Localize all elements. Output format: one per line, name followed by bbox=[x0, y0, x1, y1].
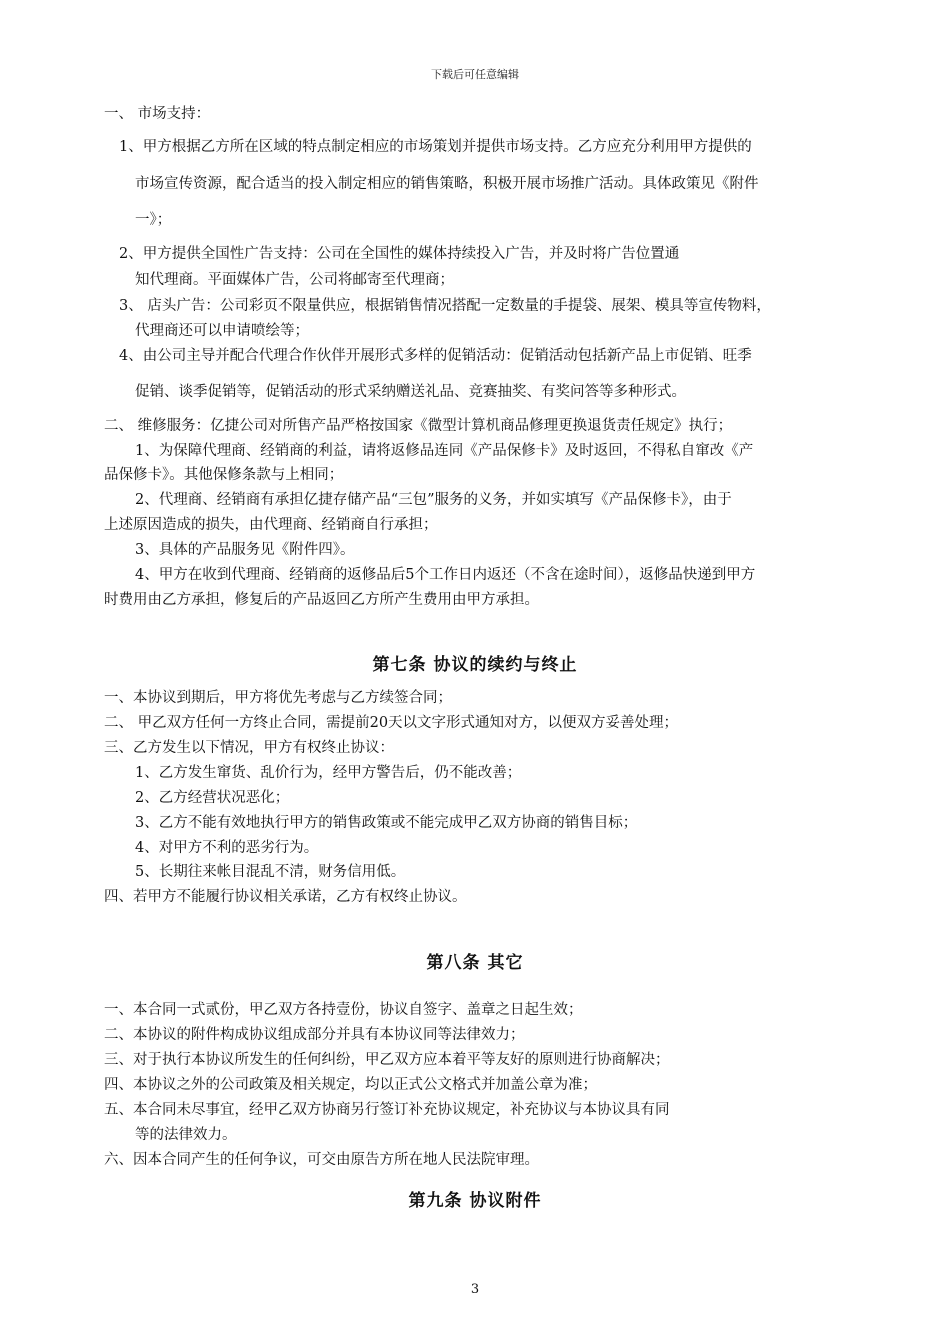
text-line: 五、本合同未尽事宜，经甲乙双方协商另行签订补充协议规定，补充协议与本协议具有同 bbox=[104, 1102, 670, 1118]
text-line: 3、 店头广告：公司彩页不限量供应，根据销售情况搭配一定数量的手提袋、展架、模具等宣传物料， bbox=[119, 298, 771, 314]
text-line: 3、乙方不能有效地执行甲方的销售政策或不能完成甲乙双方协商的销售目标； bbox=[135, 815, 638, 831]
text-line: 1、甲方根据乙方所在区域的特点制定相应的市场策划并提供市场支持。乙方应充分利用甲方提供的 bbox=[119, 139, 752, 155]
text-line: 二、 甲乙双方任何一方终止合同，需提前20天以文字形式通知对方，以便双方妥善处理； bbox=[104, 715, 679, 731]
text-line: 一、本合同一式贰份，甲乙双方各持壹份，协议自签字、盖章之日起生效； bbox=[104, 1002, 583, 1018]
text-line: 品保修卡》。其他保修条款与上相同； bbox=[104, 467, 344, 483]
text-line: 六、因本合同产生的任何争议，可交由原告方所在地人民法院审理。 bbox=[104, 1152, 539, 1168]
text-line: 等的法律效力。 bbox=[135, 1127, 237, 1143]
text-line: 一》； bbox=[135, 212, 172, 228]
text-line: 一、本协议到期后，甲方将优先考虑与乙方续签合同； bbox=[104, 690, 452, 706]
text-line: 1、为保障代理商、经销商的利益，请将返修品连同《产品保修卡》及时返回，不得私自窜改《产 bbox=[135, 443, 754, 459]
text-line: 4、甲方在收到代理商、经销商的返修品后5个工作日内返还（不含在途时间），返修品快递到甲方 bbox=[135, 567, 756, 583]
section-title: 第八条 其它 bbox=[426, 953, 524, 973]
text-line: 二、 维修服务：亿捷公司对所售产品严格按国家《微型计算机商品修理更换退货责任规定》执行； bbox=[104, 418, 733, 434]
text-line: 1、乙方发生窜货、乱价行为，经甲方警告后，仍不能改善； bbox=[135, 765, 522, 781]
text-line: 一、 市场支持： bbox=[104, 106, 211, 122]
page-number: 3 bbox=[470, 1282, 480, 1297]
text-line: 上述原因造成的损失，由代理商、经销商自行承担； bbox=[104, 517, 438, 533]
text-line: 2、代理商、经销商有承担亿捷存储产品“三包”服务的义务，并如实填写《产品保修卡》，由于 bbox=[135, 492, 732, 508]
text-line: 时费用由乙方承担，修复后的产品返回乙方所产生费用由甲方承担。 bbox=[104, 592, 539, 608]
text-line: 2、甲方提供全国性广告支持：公司在全国性的媒体持续投入广告，并及时将广告位置通 bbox=[119, 246, 680, 262]
text-line: 代理商还可以申请喷绘等； bbox=[135, 323, 309, 339]
section-title: 第七条 协议的续约与终止 bbox=[372, 655, 578, 675]
text-line: 2、乙方经营状况恶化； bbox=[135, 790, 290, 806]
text-line: 知代理商。平面媒体广告，公司将邮寄至代理商； bbox=[135, 272, 454, 288]
section-title: 第九条 协议附件 bbox=[408, 1191, 542, 1211]
page-header: 下载后可任意编辑 bbox=[431, 68, 519, 81]
text-line: 三、对于执行本协议所发生的任何纠纷，甲乙双方应本着平等友好的原则进行协商解决； bbox=[104, 1052, 670, 1068]
text-line: 二、本协议的附件构成协议组成部分并具有本协议同等法律效力； bbox=[104, 1027, 525, 1043]
text-line: 三、乙方发生以下情况，甲方有权终止协议： bbox=[104, 740, 394, 756]
text-line: 市场宣传资源，配合适当的投入制定相应的销售策略，积极开展市场推广活动。具体政策见《附件 bbox=[135, 176, 759, 192]
text-line: 四、本协议之外的公司政策及相关规定，均以正式公文格式并加盖公章为准； bbox=[104, 1077, 597, 1093]
text-line: 4、对甲方不利的恶劣行为。 bbox=[135, 840, 319, 856]
text-line: 3、具体的产品服务见《附件四》。 bbox=[135, 542, 355, 558]
text-line: 4、由公司主导并配合代理合作伙伴开展形式多样的促销活动：促销活动包括新产品上市促销、旺季 bbox=[119, 348, 752, 364]
text-line: 5、长期往来帐目混乱不清，财务信用低。 bbox=[135, 864, 406, 880]
text-line: 四、若甲方不能履行协议相关承诺，乙方有权终止协议。 bbox=[104, 889, 467, 905]
text-line: 促销、谈季促销等，促销活动的形式采纳赠送礼品、竞赛抽奖、有奖问答等多种形式。 bbox=[135, 384, 686, 400]
